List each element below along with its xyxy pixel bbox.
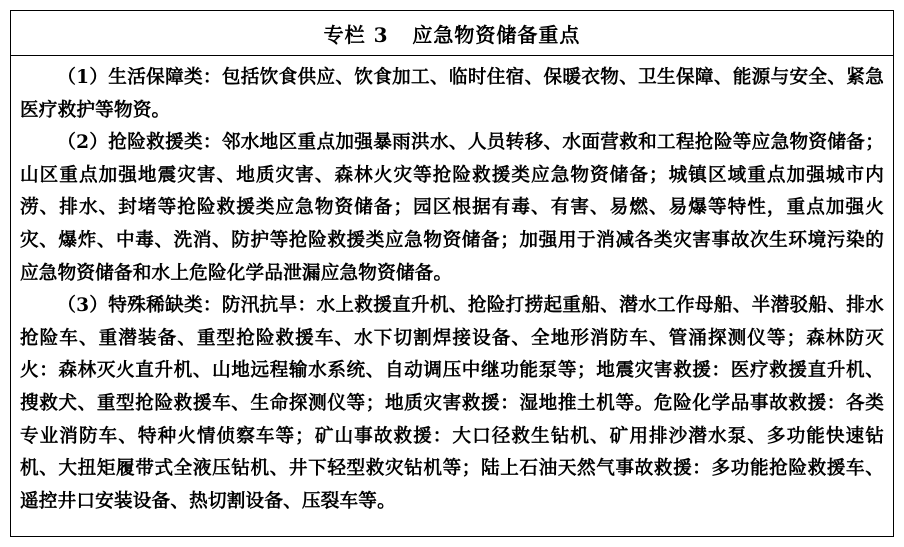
- title-row: [11, 11, 893, 56]
- paragraph-rescue-supplies: （2）抢险救援类：邻水地区重点加强暴雨洪水、人员转移、水面营救和工程抢险等应急物资储备；山区重点加强地震灾害、地质灾害、森林火灾等抢险救援类应急物资储备；城镇区域重点加强城市内涝、排水、封堵等抢险救援类应急物资储备；园区根据有毒、有害、易燃、易爆等特性，重点加强火灾、爆炸、中毒、洗消、防护等抢险救援类应急物资储备；加强用于消减各类灾害事故次生环境污染的应急物资储备和水上危险化学品泄漏应急物资储备。: [20, 132, 884, 284]
- box-content: [11, 56, 893, 518]
- box-title: 专栏 3 应急物资储备重点: [323, 22, 581, 47]
- text-box-panel: [10, 10, 894, 537]
- paragraph-special-scarce-supplies: （3）特殊稀缺类：防汛抗旱：水上救援直升机、抢险打捞起重船、潜水工作母船、半潜驳船、排水抢险车、重潜装备、重型抢险救援车、水下切割焊接设备、全地形消防车、管涌探测仪等；森林防灭火：森林灭火直升机、山地远程输水系统、自动调压中继功能泵等；地震灾害救援：医疗救援直升机、搜救犬、重型抢险救援车、生命探测仪等；地质灾害救援：湿地推土机等。危险化学品事故救援：各类专业消防车、特种火情侦察车等；矿山事故救援：大口径救生钻机、矿用排沙潜水泵、多功能快速钻机、大扭矩履带式全液压钻机、井下轻型救灾钻机等；陆上石油天然气事故救援：多功能抢险救援车、遥控井口安装设备、热切割设备、压裂车等。: [20, 295, 884, 512]
- paragraph-living-supplies: （1）生活保障类：包括饮食供应、饮食加工、临时住宿、保暖衣物、卫生保障、能源与安全、紧急医疗救护等物资。: [20, 67, 884, 121]
